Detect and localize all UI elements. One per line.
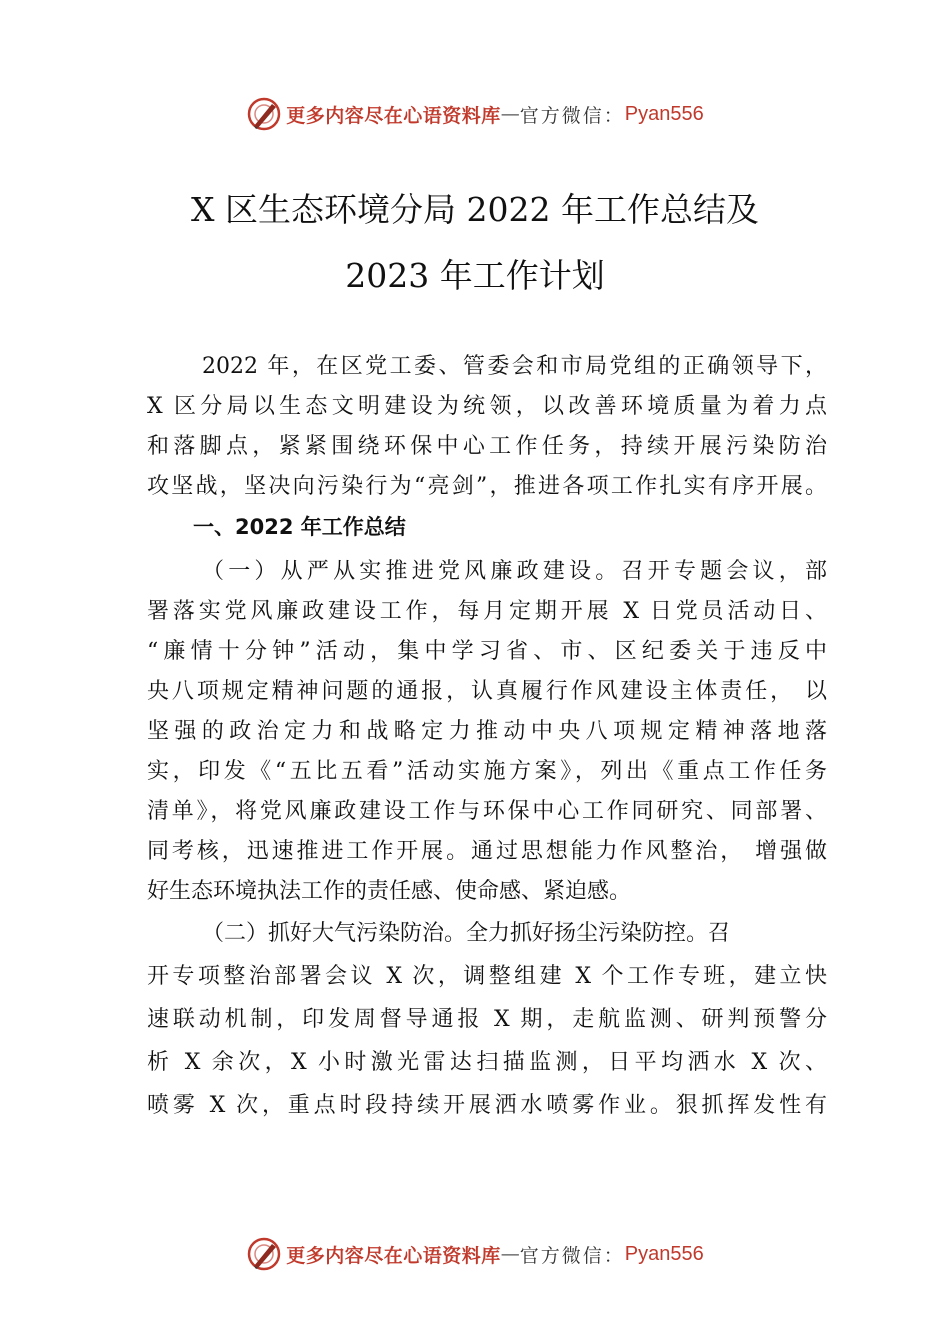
text-line: 速联动机制，印发周督导通报 X 期，走航监测、研判预警分 xyxy=(147,1007,827,1032)
watermark-dash: — xyxy=(500,1243,520,1265)
text-line: 开专项整治部署会议 X 次，调整组建 X 个工作专班，建立快 xyxy=(147,964,827,989)
text-line: 和落脚点，紧紧围绕环保中心工作任务，持续开展污染防治 xyxy=(147,434,827,459)
text-line: 好生态环境执法工作的责任感、使命感、紧迫感。 xyxy=(147,879,632,904)
text-line: 2022 年，在区党工委、管委会和市局党组的正确领导下， xyxy=(202,354,827,379)
text-line: 析 X 余次，X 小时激光雷达扫描监测，日平均洒水 X 次、 xyxy=(147,1050,827,1075)
watermark-brand: 更多内容尽在心语资料库 xyxy=(286,1244,501,1267)
text-line: 清单》，将党风廉政建设工作与环保中心工作同研究、同部署、 xyxy=(147,799,827,824)
text-line: 喷雾 X 次，重点时段持续开展洒水喷雾作业。狠抓挥发性有 xyxy=(147,1093,827,1118)
text-line: （二）抓好大气污染防治。全力抓好扬尘污染防控。召 xyxy=(202,921,731,946)
watermark-wechat-label: 官方微信： xyxy=(519,1244,625,1267)
watermark-banner-bottom xyxy=(0,1234,950,1274)
text-line: 实，印发《“五比五看”活动实施方案》，列出《重点工作任务 xyxy=(147,759,827,784)
pen-circle-icon xyxy=(246,1236,282,1272)
watermark-banner-top xyxy=(0,94,950,134)
text-line: 同考核，迅速推进工作开展。通过思想能力作风整治， 增强做 xyxy=(147,839,827,864)
intro-paragraph xyxy=(147,347,827,507)
text-line: “廉情十分钟”活动，集中学习省、市、区纪委关于违反中 xyxy=(147,639,827,664)
watermark-wechat-label: 官方微信： xyxy=(519,104,625,127)
text-line: 坚强的政治定力和战略定力推动中央八项规定精神落地落 xyxy=(147,719,827,744)
item2-paragraph xyxy=(147,912,827,1127)
watermark-wechat-id: Pyan556 xyxy=(624,102,704,125)
watermark-wechat-id: Pyan556 xyxy=(624,1242,704,1265)
text-line: 署落实党风廉政建设工作，每月定期开展 X 日党员活动日、 xyxy=(147,599,827,624)
document-title-line2: 2023 年工作计划 xyxy=(345,256,605,295)
pen-circle-icon xyxy=(246,96,282,132)
text-line: X 区分局以生态文明建设为统领，以改善环境质量为着力点 xyxy=(147,394,827,419)
text-line: 攻坚战，坚决向污染行为“亮剑”，推进各项工作扎实有序开展。 xyxy=(147,474,827,499)
document-title-line1: X 区生态环境分局 2022 年工作总结及 xyxy=(191,190,759,229)
watermark-dash: — xyxy=(500,103,520,125)
watermark-brand: 更多内容尽在心语资料库 xyxy=(286,104,501,127)
section-heading-text: 一、2022 年工作总结 xyxy=(193,515,406,539)
item1-paragraph xyxy=(147,552,827,912)
text-line: （一）从严从实推进党风廉政建设。召开专题会议，部 xyxy=(202,559,827,584)
text-line: 央八项规定精神问题的通报，认真履行作风建设主体责任， 以 xyxy=(147,679,827,704)
section-heading xyxy=(147,507,827,547)
